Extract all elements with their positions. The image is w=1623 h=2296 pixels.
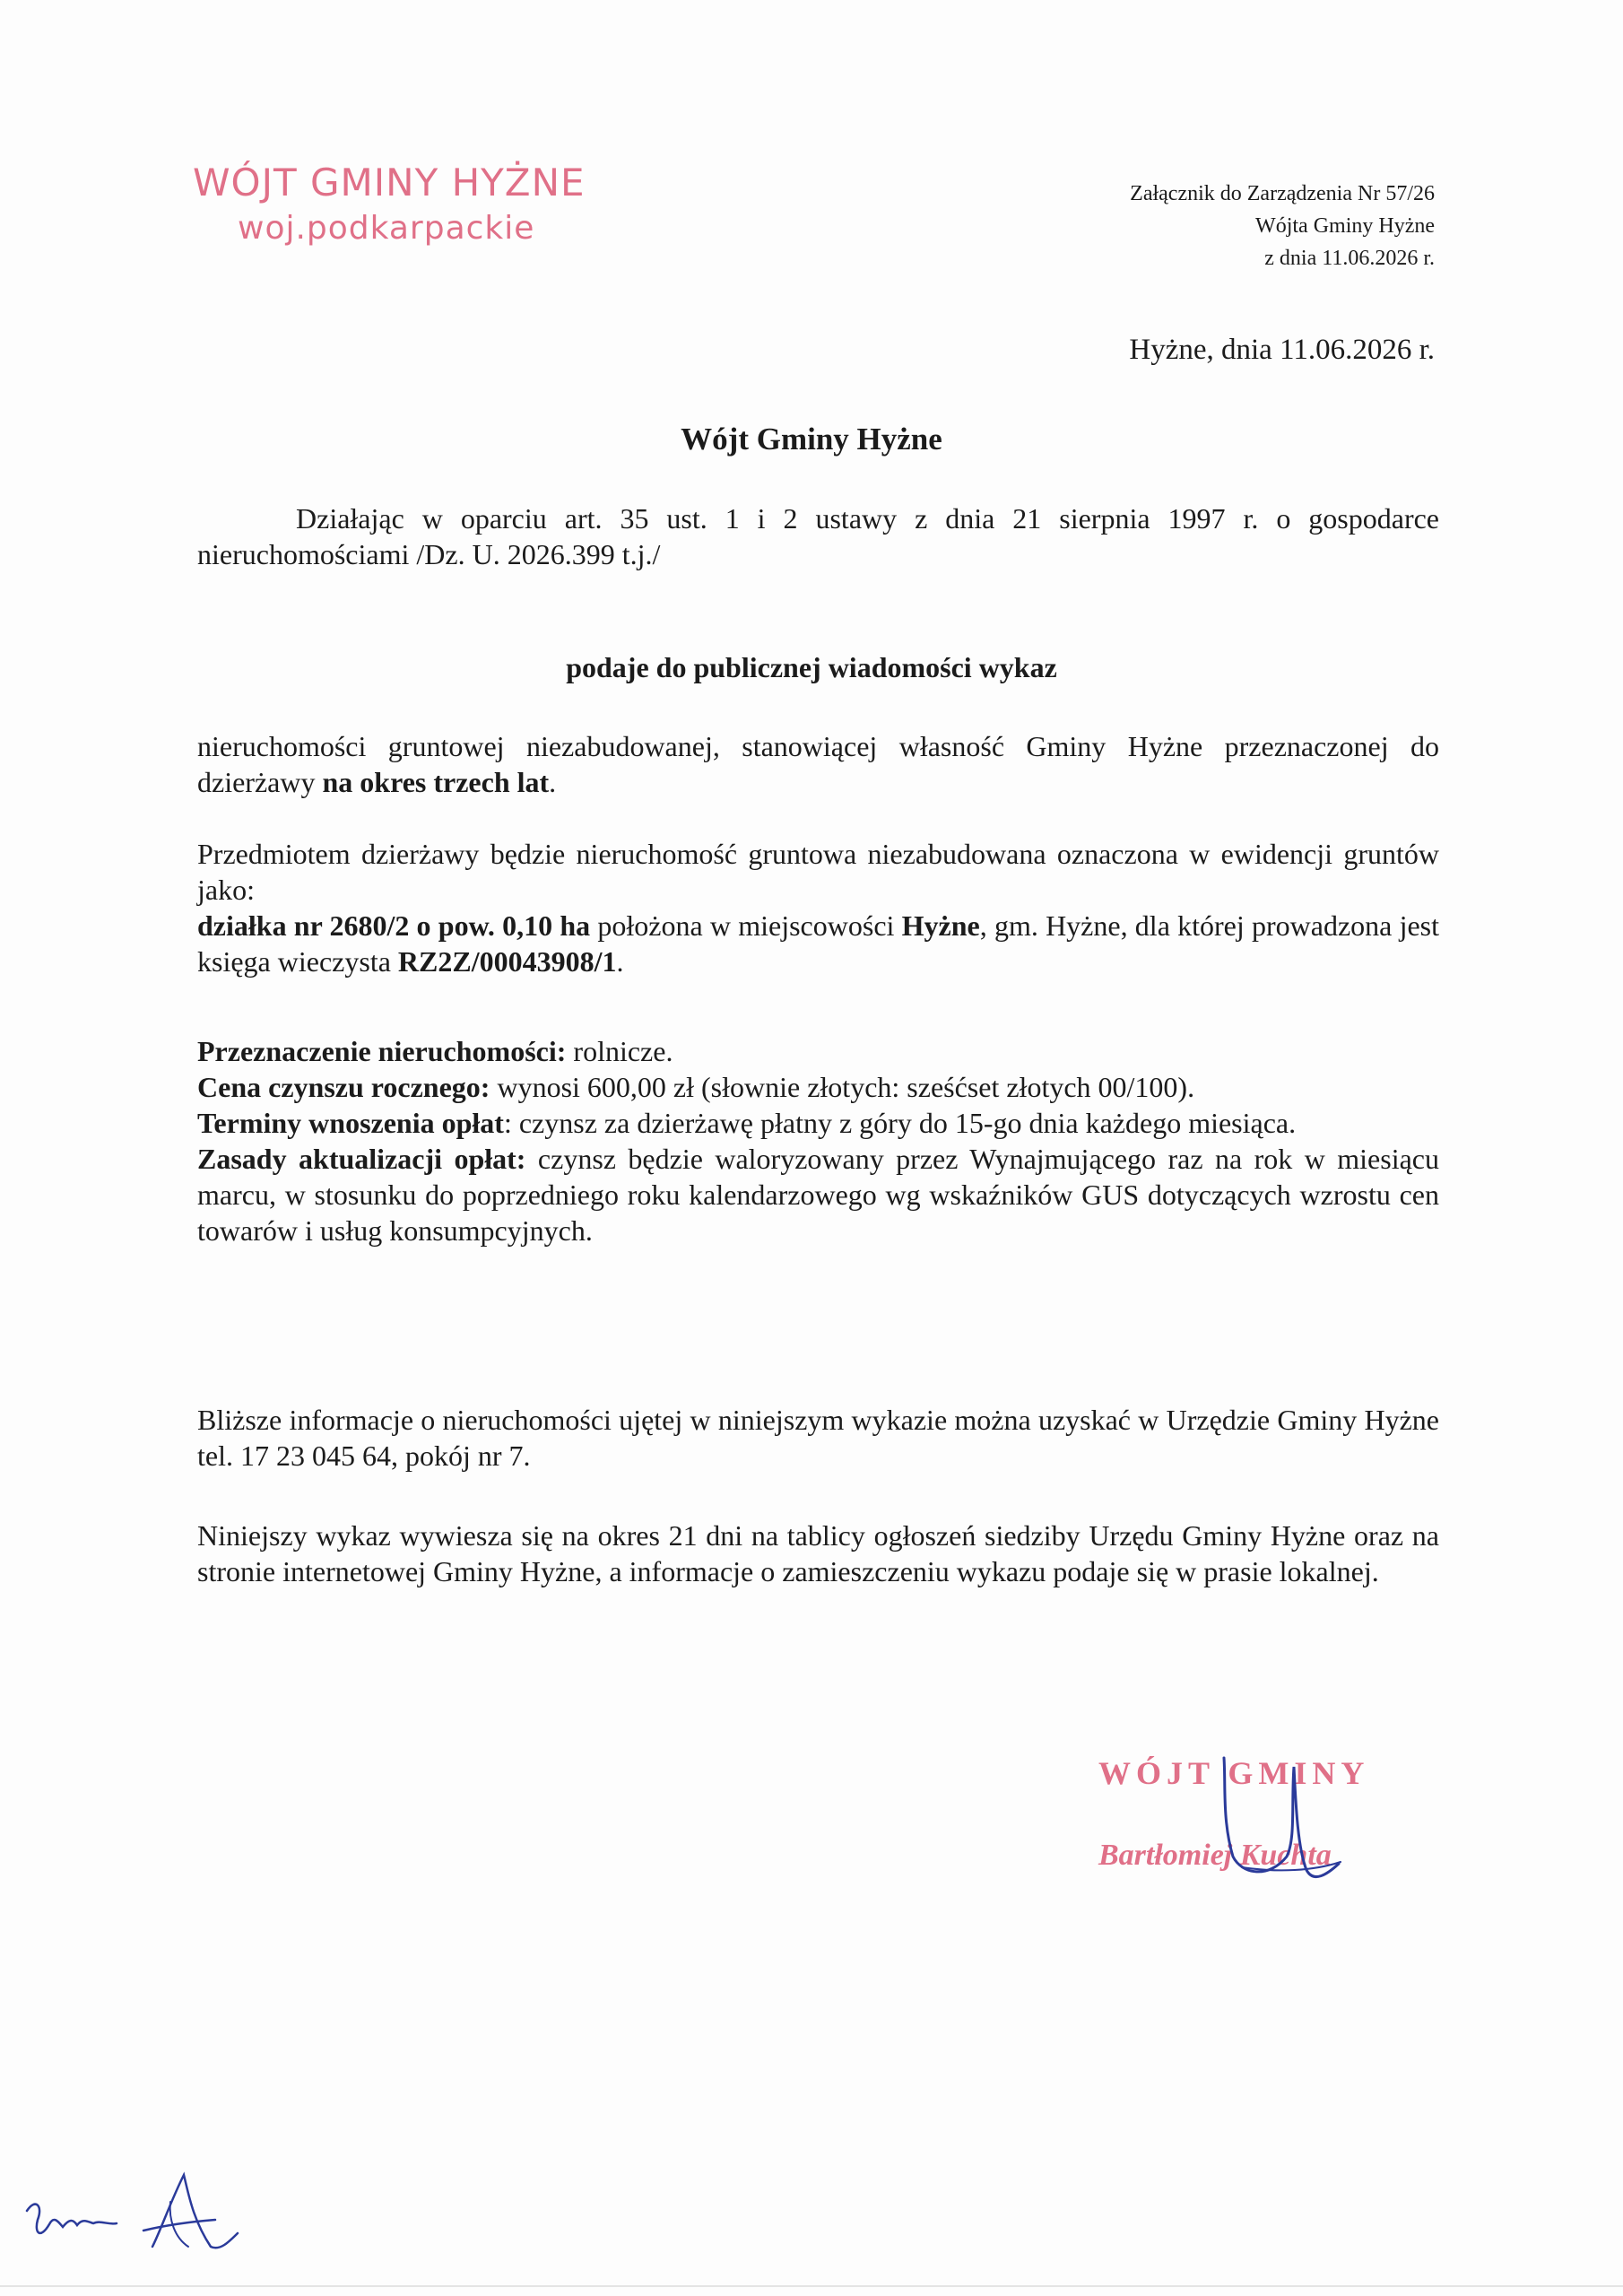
place-date: Hyżne, dnia 11.06.2026 r. [1129,334,1435,366]
signature-stamp [1098,1749,1457,1901]
update-value: czynsz będzie waloryzowany przez Wynajmującego raz na rok w miesiącu marcu, w stosunku do poprzedniego roku kalendarzowego wg wskaźników GUS dotyczących wzrostu cen towarów i usług konsumpcyjnych. [197,1143,1440,1247]
subject-end: . [616,945,624,978]
attachment-line1: Załącznik do Zarządzenia Nr 57/26 [1130,182,1435,205]
document-heading: Wójt Gminy Hyżne [681,422,942,457]
subject-line: Przedmiotem dzierżawy będzie nieruchomość gruntowa niezabudowana oznaczona w ewidencji gruntów jako: [197,838,1439,906]
purpose-row [197,1033,1439,1069]
property-text: nieruchomości gruntowej niezabudowanej, stanowiącej własność Gminy Hyżne przeznaczonej do dzierżawy [197,730,1439,798]
announcement-subheading: podaje do publicznej wiadomości wykaz [566,651,1057,683]
more-info-paragraph: Bliższe informacje o nieruchomości ujętej w niniejszym wykazie można uzyskać w Urzędzie Gminy Hyżne tel. 17 23 045 64, pokój nr 7. [197,1404,1439,1472]
signature-scribble-icon [1098,1749,1457,1901]
initials-scribble-icon [18,2166,251,2265]
place-text: , gm. Hyżne, dla której prowadzona jest księga wieczysta [197,909,1440,978]
property-end: . [549,766,557,798]
subject-paragraph [197,836,1439,979]
header-stamp [193,161,586,248]
terms-paragraph [197,1033,1439,1248]
plot-text: położona w miejscowości [590,909,902,942]
rent-value: wynosi 600,00 zł (słownie złotych: sześćset złotych 00/100). [490,1071,1195,1103]
notice-paragraph: Niniejszy wykaz wywiesza się na okres 21 dni na tablicy ogłoszeń siedziby Urzędu Gminy Hyżne oraz na stronie internetowej Gminy Hyżne, a informacje o zamieszczeniu wykazu podaje się w prasie lokalnej. [197,1519,1439,1587]
signature-stamp-line1: WÓJT GMINY [1098,1755,1370,1791]
lease-period: na okres trzech lat [322,766,550,798]
header-stamp-line2: woj.podkarpackie [238,210,535,248]
payment-label: Terminy wnoszenia opłat [197,1107,504,1139]
attachment-line3: z dnia 11.06.2026 r. [1264,247,1435,270]
rent-label: Cena czynszu rocznego: [197,1071,490,1103]
bottom-divider [0,2285,1623,2287]
payment-value: : czynsz za dzierżawę płatny z góry do 15-go dnia każdego miesiąca. [503,1107,1297,1139]
signature-stamp-line2: Bartłomiej Kuchta [1098,1839,1332,1872]
plot-place: Hyżne [901,909,980,942]
header-stamp-line1: WÓJT GMINY HYŻNE [193,161,586,204]
plot-number: działka nr 2680/2 o pow. 0,10 ha [197,909,591,942]
intro-paragraph: Działając w oparciu art. 35 ust. 1 i 2 ustawy z dnia 21 sierpnia 1997 r. o gospodarce nieruchomościami /Dz. U. 2026.399 t.j./ [197,502,1439,570]
update-label: Zasady aktualizacji opłat: [197,1143,526,1175]
land-register-number: RZ2Z/00043908/1 [397,945,617,978]
update-row [197,1141,1439,1248]
payment-row [197,1105,1439,1141]
purpose-value: rolnicze. [566,1035,673,1067]
purpose-label: Przeznaczenie nieruchomości: [197,1035,567,1067]
initials-signature [18,2166,251,2265]
property-paragraph [197,728,1439,800]
attachment-note [1130,178,1435,274]
rent-row [197,1069,1439,1105]
attachment-line2: Wójta Gminy Hyżne [1255,214,1435,238]
